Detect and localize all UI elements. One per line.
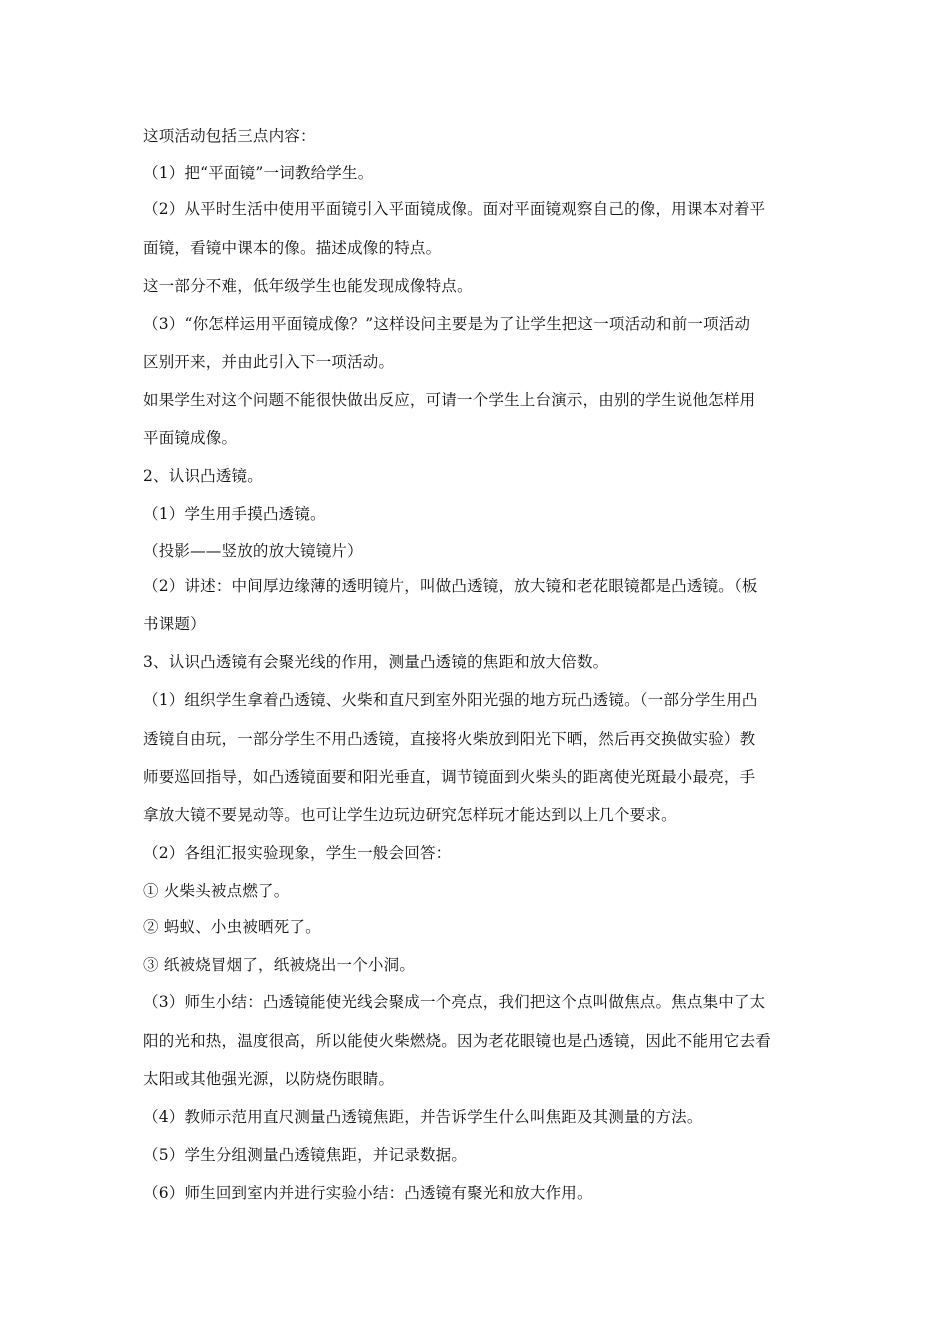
text-line: 这一部分不难，低年级学生也能发现成像特点。: [143, 277, 473, 295]
text-line: （投影——竖放的放大镜镜片）: [143, 542, 363, 560]
text-line: 书课题）: [143, 615, 206, 633]
text-line: 如果学生对这个问题不能很快做出反应，可请一个学生上台演示，由别的学生说他怎样用: [143, 391, 756, 409]
text-line: 区别开来，并由此引入下一项活动。: [143, 353, 395, 371]
text-line: （4）教师示范用直尺测量凸透镜焦距，并告诉学生什么叫焦距及其测量的方法。: [143, 1108, 703, 1126]
text-line: 透镜自由玩，一部分学生不用凸透镜，直接将火柴放到阳光下晒，然后再交换做实验）教: [143, 730, 756, 748]
text-line: （3）师生小结：凸透镜能使光线会聚成一个亮点，我们把这个点叫做焦点。焦点集中了太: [143, 993, 766, 1011]
text-line: （5）学生分组测量凸透镜焦距，并记录数据。: [143, 1146, 468, 1164]
text-line: （2）从平时生活中使用平面镜引入平面镜成像。面对平面镜观察自己的像，用课本对着平: [143, 200, 766, 218]
text-line: （1）学生用手摸凸透镜。: [143, 505, 326, 523]
text-line: （1）把“平面镜”一词教给学生。: [143, 164, 374, 182]
list-item: ③ 纸被烧冒烟了，纸被烧出一个小洞。: [143, 956, 416, 974]
text-line: 面镜，看镜中课本的像。描述成像的特点。: [143, 239, 442, 257]
list-item: ② 蚂蚁、小虫被晒死了。: [143, 918, 321, 936]
text-line: （2）讲述：中间厚边缘薄的透明镜片，叫做凸透镜，放大镜和老花眼镜都是凸透镜。（板: [143, 577, 758, 595]
list-item: ① 火柴头被点燃了。: [143, 882, 290, 900]
text-line: （2）各组汇报实验现象，学生一般会回答：: [143, 844, 452, 862]
text-line: 平面镜成像。: [143, 429, 238, 447]
text-line: 阳的光和热，温度很高，所以能使火柴燃烧。因为老花眼镜也是凸透镜，因此不能用它去看: [143, 1032, 772, 1050]
section-heading: 3、认识凸透镜有会聚光线的作用，测量凸透镜的焦距和放大倍数。: [143, 653, 609, 671]
text-line: （6）师生回到室内并进行实验小结：凸透镜有聚光和放大作用。: [143, 1184, 593, 1202]
text-line: 拿放大镜不要晃动等。也可让学生边玩边研究怎样玩才能达到以上几个要求。: [143, 806, 677, 824]
text-line: 师要巡回指导，如凸透镜面要和阳光垂直，调节镜面到火柴头的距离使光斑最小最亮，手: [143, 768, 756, 786]
text-line: （3）“你怎样运用平面镜成像？”这样设问主要是为了让学生把这一项活动和前一项活动: [143, 315, 751, 333]
text-line: （1）组织学生拿着凸透镜、火柴和直尺到室外阳光强的地方玩凸透镜。（一部分学生用凸: [143, 691, 758, 709]
section-heading: 2、认识凸透镜。: [143, 467, 263, 485]
text-line: 太阳或其他强光源，以防烧伤眼睛。: [143, 1070, 395, 1088]
text-line: 这项活动包括三点内容：: [143, 127, 316, 145]
